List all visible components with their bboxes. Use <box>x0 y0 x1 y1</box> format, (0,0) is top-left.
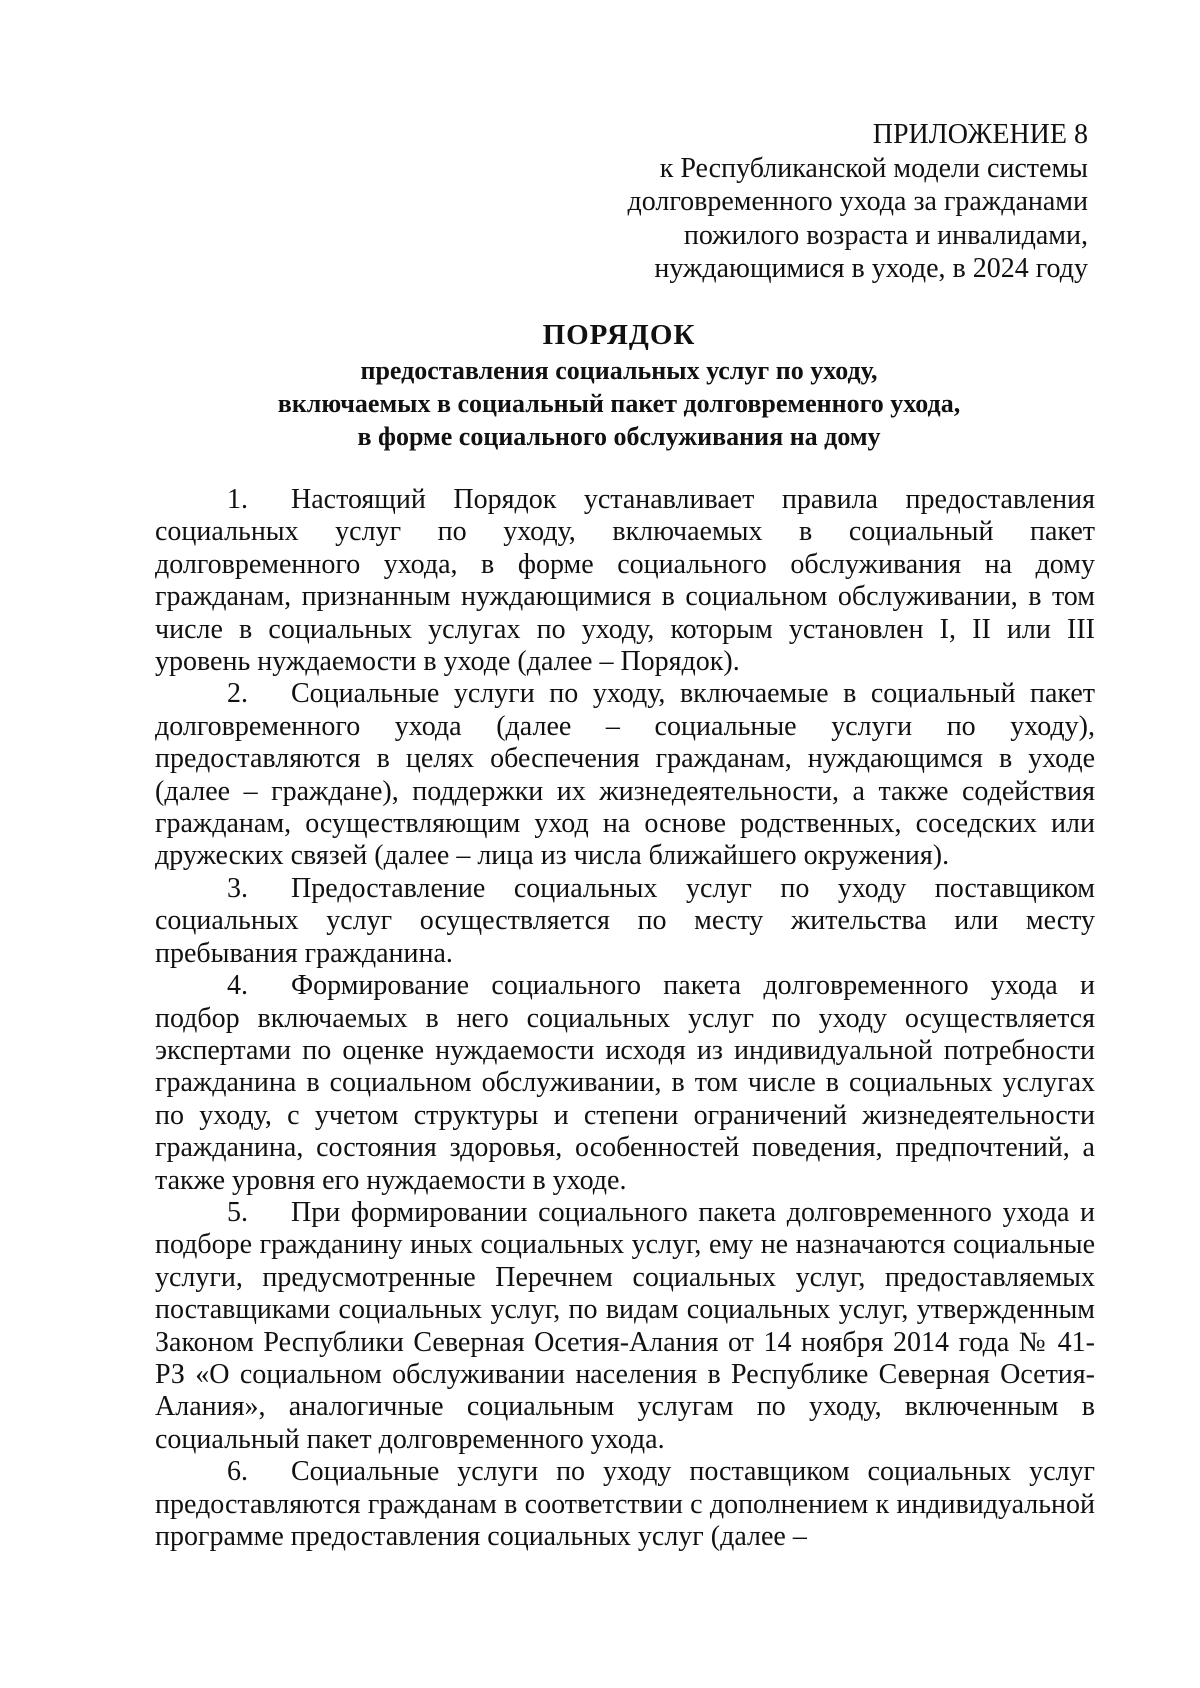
appendix-line: долговременного ухода за гражданами <box>627 186 1088 217</box>
paragraph-number: 3. <box>227 872 248 904</box>
subtitle-line: в форме социального обслуживания на дому <box>357 422 881 451</box>
subtitle-line: включаемых в социальный пакет долговременного ухода, <box>277 389 961 418</box>
paragraph <box>155 1197 1095 1456</box>
document-body <box>155 484 1095 1553</box>
document-title <box>150 316 1088 453</box>
subtitle-line: предоставления социальных услуг по уходу, <box>360 356 878 385</box>
appendix-line: пожилого возраста и инвалидами, <box>683 219 1088 251</box>
paragraph-number: 4. <box>227 970 248 1002</box>
paragraph-text: Настоящий Порядок устанавливает правила предоставления социальных услуг по уходу, включаемых в социальный пакет долговременного ухода, в форме социального обслуживания на дому гражданам, признанным нуждающимися в социальном обслуживании, в том числе в социальных услугах по уходу, которым установлен I, II или III уровень нуждаемости в уходе (далее – Порядок). <box>155 484 1095 678</box>
paragraph <box>155 970 1095 1197</box>
paragraph-text: Предоставление социальных услуг по уходу поставщиком социальных услуг осуществляется по месту жительства или месту пребывания гражданина. <box>155 872 1095 969</box>
appendix-line: к Республиканской модели системы <box>659 152 1088 184</box>
paragraph <box>155 678 1095 872</box>
paragraph-text: Социальные услуги по уходу, включаемые в социальный пакет долговременного ухода (далее – социальные услуги по уходу), предоставляются в целях обеспечения гражданам, нуждающимся в уходе (далее – граждане), поддержки их жизнедеятельности, а также содействия гражданам, осуществляющим уход на основе родственных, соседских или дружеских связей (далее – лица из числа ближайшего окружения). <box>155 678 1095 872</box>
paragraph <box>155 484 1095 678</box>
paragraph-text: Социальные услуги по уходу поставщиком социальных услуг предоставляются гражданам в соответствии с дополнением к индивидуальной программе предоставления социальных услуг (далее – <box>155 1456 1095 1552</box>
appendix-line: нуждающимися в уходе, в 2024 году <box>654 253 1088 284</box>
paragraph-number: 5. <box>227 1196 248 1228</box>
appendix-header <box>488 118 1088 286</box>
title-subtitle <box>150 354 1088 453</box>
paragraph-text: При формировании социального пакета долговременного ухода и подборе гражданину иных социальных услуг, ему не назначаются социальные услуги, предусмотренные Перечнем социальных услуг, предоставляемых поставщиками социальных услуг, по видам социальных услуг, утвержденным Законом Республики Северная Осетия-Алания от 14 ноября 2014 года № 41-РЗ «О социальном обслуживании населения в Республике Северная Осетия-Алания», аналогичные социальным услугам по уходу, включенным в социальный пакет долговременного ухода. <box>155 1196 1095 1455</box>
paragraph-text: Формирование социального пакета долговременного ухода и подбор включаемых в него социальных услуг по уходу осуществляется экспертами по оценке нуждаемости исходя из индивидуальной потребности гражданина в социальном обслуживании, в том числе в социальных услугах по уходу, с учетом структуры и степени ограничений жизнедеятельности гражданина, состояния здоровья, особенностей поведения, предпочтений, а также уровня его нуждаемости в уходе. <box>155 970 1095 1196</box>
paragraph <box>155 1456 1095 1553</box>
title-main: ПОРЯДОК <box>542 319 696 351</box>
paragraph-number: 6. <box>227 1456 248 1488</box>
paragraph-number: 2. <box>227 678 248 710</box>
paragraph-number: 1. <box>227 484 248 515</box>
paragraph <box>155 873 1095 970</box>
appendix-label: ПРИЛОЖЕНИЕ 8 <box>872 119 1088 150</box>
